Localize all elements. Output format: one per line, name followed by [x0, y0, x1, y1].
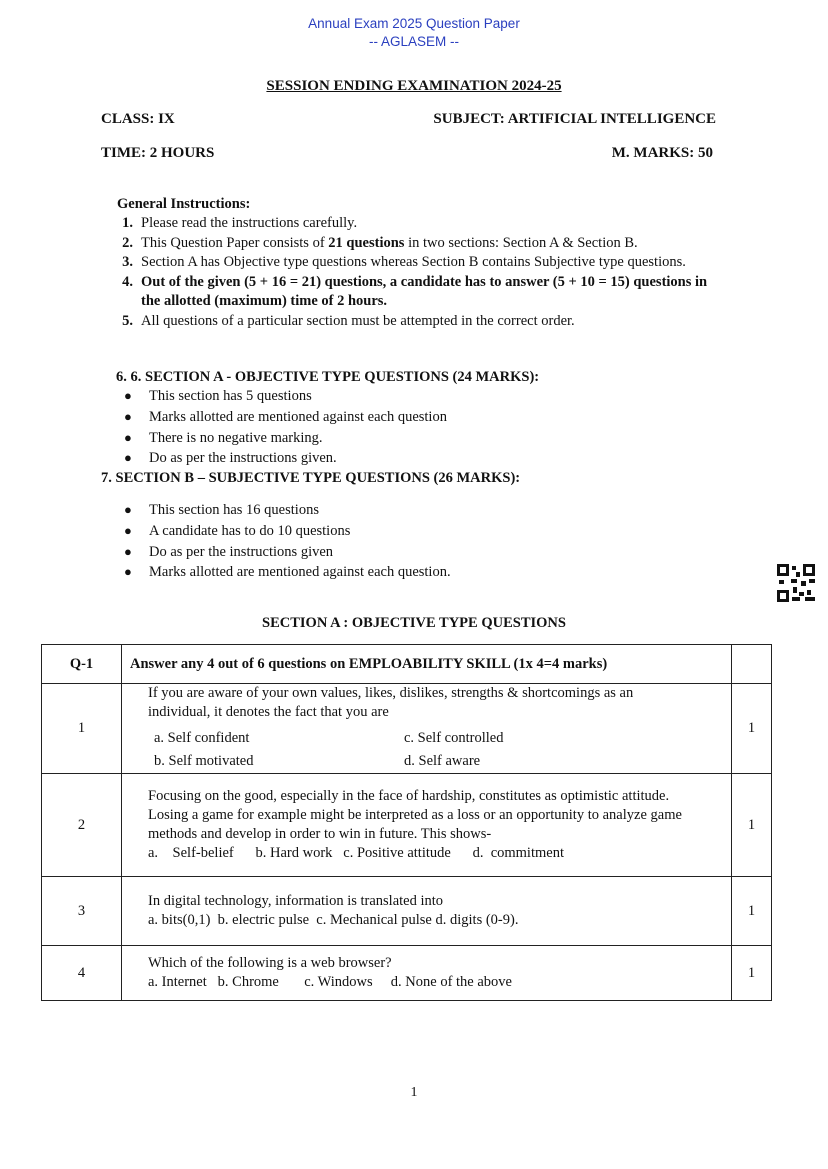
question-options: a. Self-belief b. Hard work c. Positive attitude d. commitment — [148, 845, 564, 861]
question-cell — [122, 946, 732, 1001]
question-text: Which of the following is a web browser? — [148, 955, 392, 971]
class-label: CLASS: IX — [101, 111, 175, 127]
bullet-item: ● Do as per the instructions given — [124, 543, 334, 560]
watermark-header-line2: -- AGLASEM -- — [368, 34, 459, 49]
time-label: TIME: 2 HOURS — [101, 145, 215, 161]
exam-title: SESSION ENDING EXAMINATION 2024-25 — [266, 78, 562, 94]
option: a. Self confident — [154, 730, 250, 746]
instruction-item: 1. Please read the instructions carefully. — [122, 215, 358, 231]
bullet-item: ● Marks allotted are mentioned against each question — [124, 408, 447, 425]
instruction-item: 4. Out of the given (5 + 16 = 21) questions, a candidate has to answer (5 + 10 = 15) questions in the allotted (maximum) time of 2 hours. — [122, 273, 708, 309]
header-instruction: Answer any 4 out of 6 questions on EMPLOABILITY SKILL (1x 4=4 marks) — [122, 645, 732, 684]
question-options: a. Internet b. Chrome c. Windows d. None of the above — [148, 974, 512, 990]
watermark-header-line1: Annual Exam 2025 Question Paper — [308, 16, 520, 31]
question-number: 3 — [42, 877, 122, 946]
instruction-item: 5. All questions of a particular section must be attempted in the correct order. — [122, 312, 575, 329]
question-text: Focusing on the good, especially in the face of hardship, constitutes as optimistic attitude. Losing a game for example might be interpreted as a loss or an opportunity to analyze game methods and develop in order to win in future. This shows- — [148, 788, 682, 842]
question-number: 1 — [42, 684, 122, 774]
bullet-item: ● This section has 16 questions — [124, 502, 319, 518]
question-text: In digital technology, information is translated into — [148, 893, 444, 909]
instructions-list — [112, 214, 722, 331]
instruction-item: 2. This Question Paper consists of 21 questions in two sections: Section A & Section B. — [122, 234, 638, 251]
question-marks: 1 — [732, 877, 772, 946]
question-cell — [122, 684, 732, 774]
question-marks: 1 — [732, 946, 772, 1001]
option: d. Self aware — [404, 753, 481, 769]
option: b. Self motivated — [154, 753, 254, 769]
page-number: 1 — [410, 1085, 418, 1100]
question-text: If you are aware of your own values, likes, dislikes, strengths & shortcomings as an individual, it denotes the fact that you are — [148, 685, 634, 720]
subject-label: SUBJECT: ARTIFICIAL INTELLIGENCE — [433, 111, 716, 127]
bullet-item: ● There is no negative marking. — [124, 429, 323, 446]
instruction-item: 3. Section A has Objective type questions whereas Section B contains Subjective type questions. — [122, 254, 686, 270]
header-marks — [732, 645, 772, 684]
bullet-item: ● Marks allotted are mentioned against each question. — [124, 564, 451, 581]
instructions-heading: General Instructions: — [117, 196, 251, 212]
section-a-bullets — [124, 386, 447, 469]
question-options — [148, 727, 731, 773]
header-qno: Q-1 — [42, 645, 122, 684]
question-marks: 1 — [732, 684, 772, 774]
question-options: a. bits(0,1) b. electric pulse c. Mechanical pulse d. digits (0-9). — [148, 912, 519, 928]
qr-code — [777, 564, 815, 602]
section-a-info-heading: 6. 6. SECTION A - OBJECTIVE TYPE QUESTIONS (24 MARKS): — [116, 369, 540, 385]
table-header-row — [42, 645, 772, 684]
question-number: 4 — [42, 946, 122, 1001]
question-cell — [122, 774, 732, 877]
max-marks-label: M. MARKS: 50 — [611, 145, 713, 161]
section-b-info-heading: 7. SECTION B – SUBJECTIVE TYPE QUESTIONS (26 MARKS): — [101, 470, 521, 486]
bullet-item: ● A candidate has to do 10 questions — [124, 522, 351, 539]
section-b-bullets — [124, 500, 451, 583]
bullet-item: ● Do as per the instructions given. — [124, 450, 337, 467]
option: c. Self controlled — [404, 730, 504, 746]
question-cell — [122, 877, 732, 946]
question-number: 2 — [42, 774, 122, 877]
question-marks: 1 — [732, 774, 772, 877]
table-row — [42, 877, 772, 946]
table-row — [42, 946, 772, 1001]
bullet-item: ● This section has 5 questions — [124, 388, 312, 404]
section-a-title: SECTION A : OBJECTIVE TYPE QUESTIONS — [262, 615, 566, 631]
questions-table — [41, 644, 772, 1001]
table-row — [42, 684, 772, 774]
table-row — [42, 774, 772, 877]
